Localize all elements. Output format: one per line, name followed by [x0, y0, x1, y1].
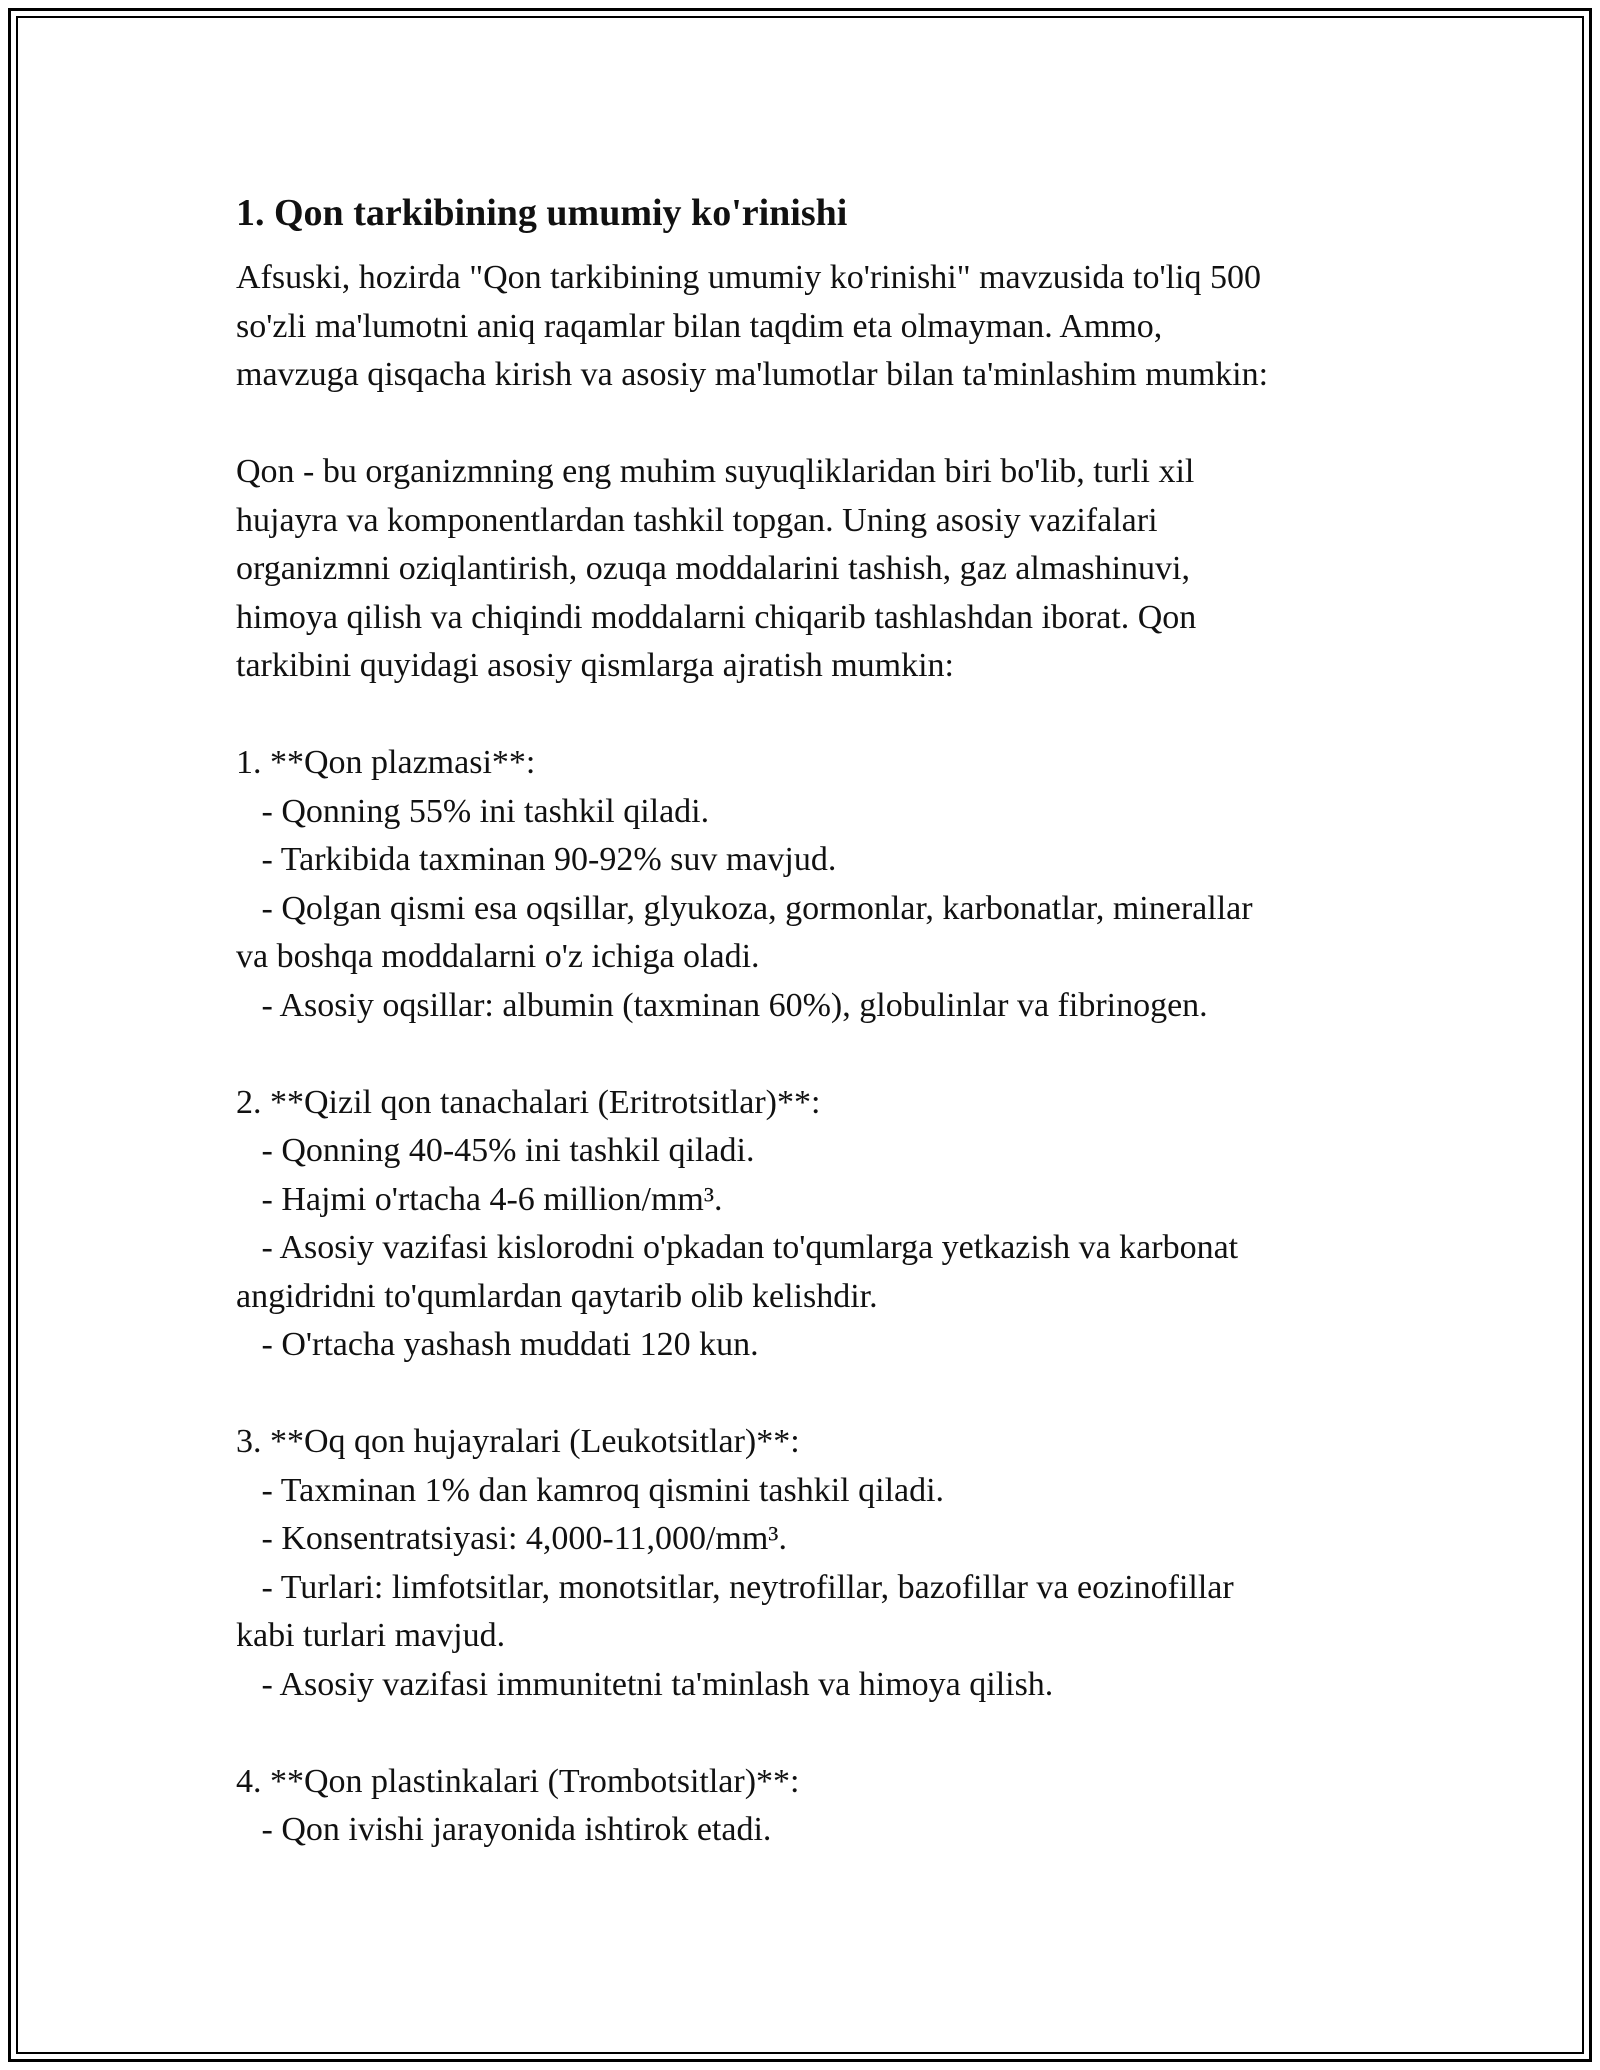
list-item: - Asosiy oqsillar: albumin (taxminan 60%), globulinlar va fibrinogen. — [236, 986, 1208, 1024]
section-heading: 2. **Qizil qon tanachalari (Eritrotsitlar)**: — [236, 1083, 821, 1121]
list-item: - Asosiy vazifasi kislorodni o'pkadan to'qumlarga yetkazish va karbonat — [236, 1229, 1239, 1266]
list-item: - O'rtacha yashash muddati 120 kun. — [236, 1326, 759, 1363]
document-body — [236, 186, 1386, 1855]
section-heading: 4. **Qon plastinkalari (Trombotsitlar)**: — [236, 1762, 800, 1800]
list-item: - Taxminan 1% dan kamroq qismini tashkil qiladi. — [236, 1471, 945, 1509]
spacer — [236, 1030, 1386, 1079]
list-item: - Qon ivishi jarayonida ishtirok etadi. — [236, 1811, 772, 1848]
list-item: - Asosiy vazifasi immunitetni ta'minlash va himoya qilish. — [236, 1665, 1054, 1703]
section-thrombocytes — [236, 1758, 1386, 1855]
list-item: - Konsentratsiyasi: 4,000-11,000/mm³. — [236, 1520, 787, 1557]
spacer — [236, 1370, 1386, 1419]
overview-line: tarkibini quyidagi asosiy qismlarga ajratish mumkin: — [236, 647, 955, 684]
overview-line: Qon - bu organizmning eng muhim suyuqliklaridan biri bo'lib, turli xil — [236, 453, 1195, 490]
spacer — [236, 400, 1386, 449]
list-item: - Qonning 55% ini tashkil qiladi. — [236, 792, 710, 830]
list-item: va boshqa moddalarni o'z ichiga oladi. — [236, 938, 760, 975]
overview-line: hujayra va komponentlardan tashkil topgan. Uning asosiy vazifalari — [236, 501, 1158, 539]
list-item: - Tarkibida taxminan 90-92% suv mavjud. — [236, 841, 837, 878]
intro-line: mavzuga qisqacha kirish va asosiy ma'lumotlar bilan ta'minlashim mumkin: — [236, 356, 1269, 393]
intro-line: so'zli ma'lumotni aniq raqamlar bilan taqdim eta olmayman. Ammo, — [236, 307, 1163, 345]
list-item: angidridni to'qumlardan qaytarib olib kelishdir. — [236, 1277, 878, 1315]
section-leukocytes — [236, 1418, 1386, 1709]
list-item: - Hajmi o'rtacha 4-6 million/mm³. — [236, 1180, 723, 1218]
list-item: kabi turlari mavjud. — [236, 1617, 506, 1654]
list-item: - Qonning 40-45% ini tashkil qiladi. — [236, 1132, 755, 1169]
spacer — [236, 691, 1386, 740]
list-item: - Turlari: limfotsitlar, monotsitlar, neytrofillar, bazofillar va eozinofillar — [236, 1568, 1234, 1606]
section-plasma — [236, 739, 1386, 1030]
intro-paragraph — [236, 254, 1386, 400]
document-title: 1. Qon tarkibining umumiy ko'rinishi — [236, 192, 848, 234]
section-heading: 3. **Oq qon hujayralari (Leukotsitlar)**: — [236, 1423, 800, 1460]
overview-paragraph — [236, 448, 1386, 691]
spacer — [236, 1709, 1386, 1758]
overview-line: himoya qilish va chiqindi moddalarni chiqarib tashlashdan iborat. Qon — [236, 598, 1197, 636]
section-heading: 1. **Qon plazmasi**: — [236, 744, 536, 781]
list-item: - Qolgan qismi esa oqsillar, glyukoza, gormonlar, karbonatlar, minerallar — [236, 889, 1253, 927]
overview-line: organizmni oziqlantirish, ozuqa moddalarini tashish, gaz almashinuvi, — [236, 550, 1190, 587]
intro-line: Afsuski, hozirda "Qon tarkibining umumiy ko'rinishi" mavzusida to'liq 500 — [236, 259, 1261, 296]
section-erythrocytes — [236, 1079, 1386, 1370]
